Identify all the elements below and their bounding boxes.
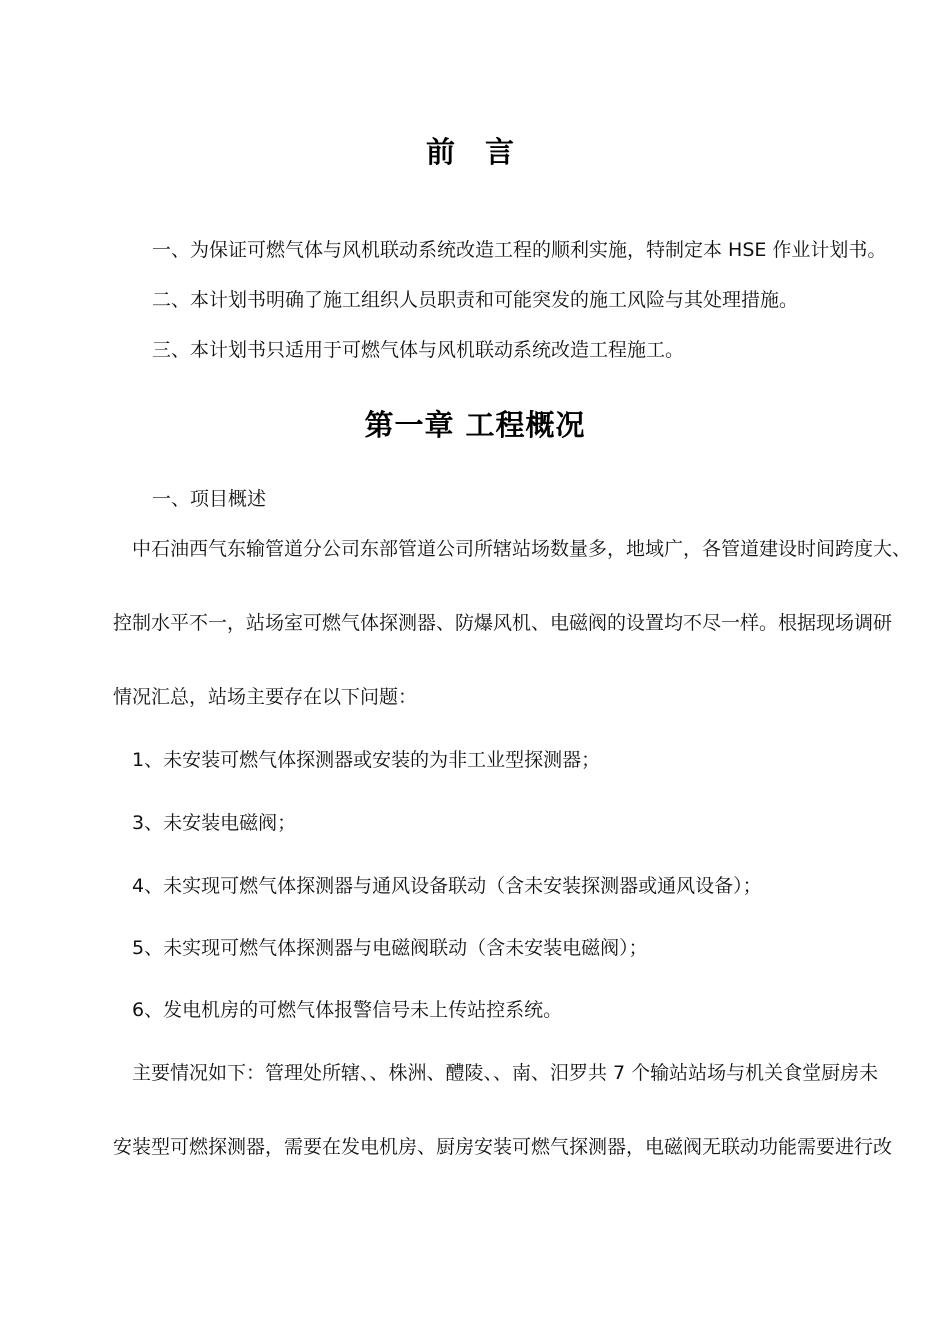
paragraph-line: 主要情况如下：管理处所辖、、株洲、醴陵、、南、汨罗共 7 个输站站场与机关食堂厨房未 [132, 1062, 879, 1084]
section-heading: 一、项目概述 [152, 488, 267, 510]
preface-item-2: 二、本计划书明确了施工组织人员职责和可能突发的施工风险与其处理措施。 [152, 289, 799, 311]
issue-item: 4、未实现可燃气体探测器与通风设备联动（含未安装探测器或通风设备）； [132, 875, 762, 897]
issue-item: 6、发电机房的可燃气体报警信号未上传站控系统。 [132, 999, 563, 1021]
chapter-title: 第一章 工程概况 [364, 408, 586, 442]
issue-item: 3、未安装电磁阀； [132, 812, 297, 834]
issue-item: 1、未安装可燃气体探测器或安装的为非工业型探测器； [132, 749, 601, 771]
preface-item-3: 三、本计划书只适用于可燃气体与风机联动系统改造工程施工。 [152, 339, 685, 361]
paragraph-line: 安装型可燃探测器，需要在发电机房、厨房安装可燃气探测器，电磁阀无联动功能需要进行改 [113, 1136, 893, 1158]
paragraph-line: 控制水平不一，站场室可燃气体探测器、防爆风机、电磁阀的设置均不尽一样。根据现场调研 [113, 612, 893, 634]
paragraph-line: 情况汇总，站场主要存在以下问题： [113, 686, 418, 708]
preface-title: 前 言 [425, 135, 525, 169]
issue-item: 5、未实现可燃气体探测器与电磁阀联动（含未安装电磁阀）； [132, 937, 648, 959]
paragraph-line: 中石油西气东输管道分公司东部管道公司所辖站场数量多，地域广，各管道建设时间跨度大、 [132, 538, 912, 560]
preface-item-1: 一、为保证可燃气体与风机联动系统改造工程的顺利实施，特制定本 HSE 作业计划书。 [152, 239, 887, 261]
